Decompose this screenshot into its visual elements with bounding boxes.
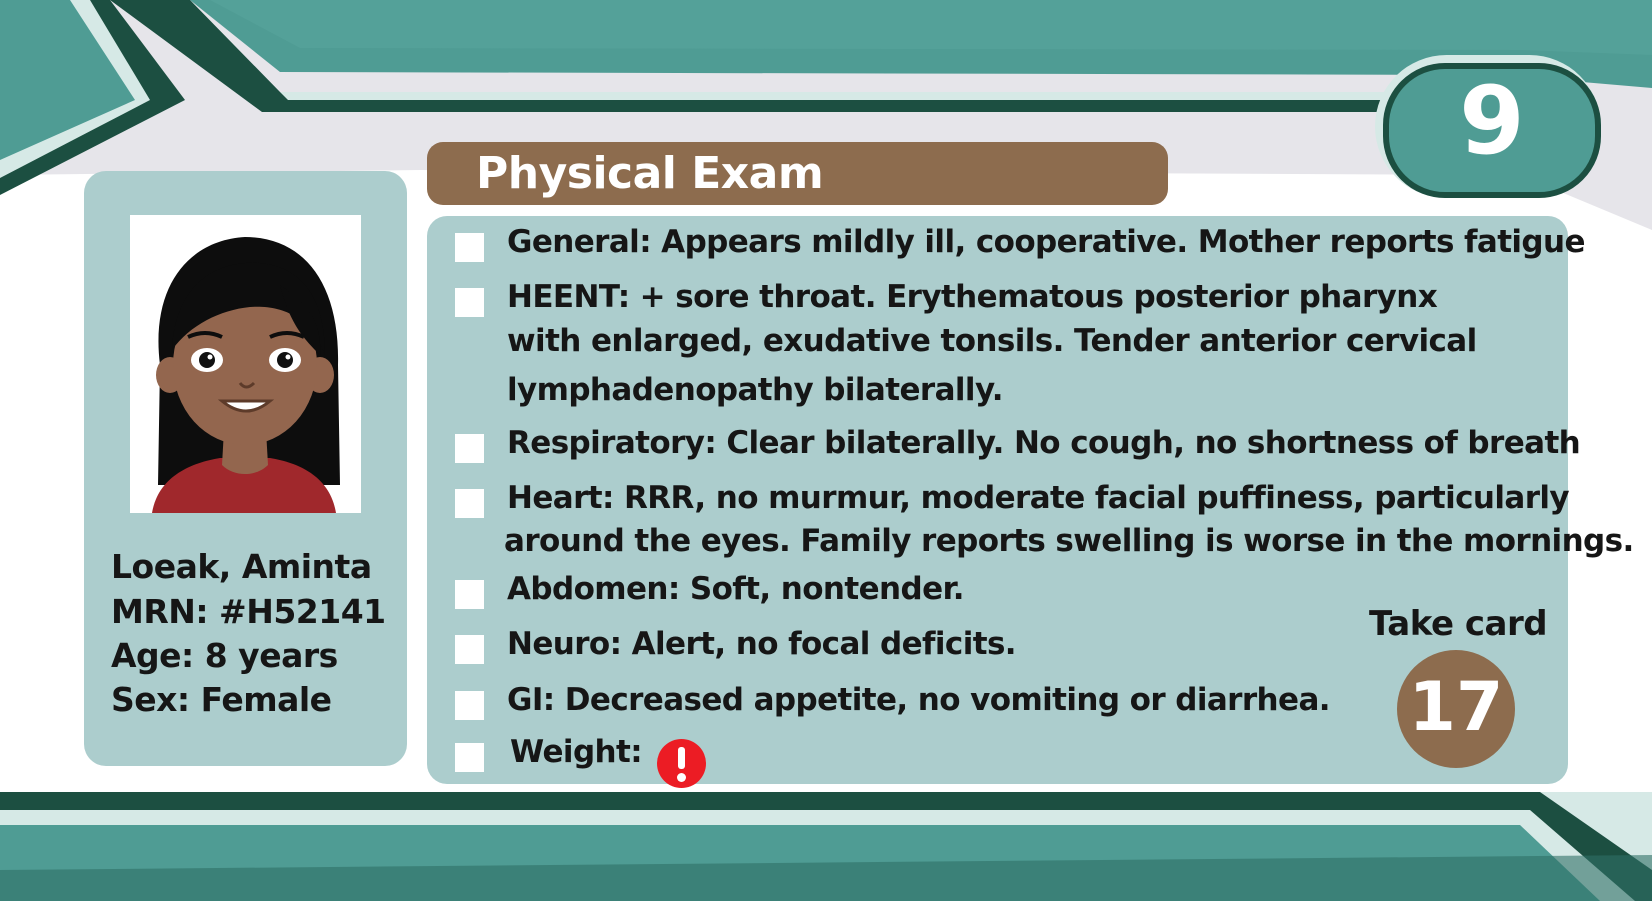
exam-general: General: Appears mildly ill, cooperative. Mother reports fatigue bbox=[507, 224, 1585, 260]
section-title-bar bbox=[427, 142, 1168, 205]
heart-checkbox[interactable] bbox=[455, 489, 484, 518]
patient-mrn: MRN: #H52141 bbox=[111, 592, 386, 631]
neuro-checkbox[interactable] bbox=[455, 635, 484, 664]
exam-heart-line1: Heart: RRR, no murmur, moderate facial puffiness, particularly bbox=[507, 480, 1570, 516]
general-checkbox[interactable] bbox=[455, 233, 484, 262]
gi-checkbox[interactable] bbox=[455, 691, 484, 720]
physical-exam-panel bbox=[427, 216, 1634, 784]
exam-heent-line1: HEENT: + sore throat. Erythematous posterior pharynx bbox=[507, 279, 1438, 315]
take-card-label: Take card bbox=[1369, 604, 1548, 644]
exam-heent-line2: with enlarged, exudative tonsils. Tender anterior cervical bbox=[507, 323, 1477, 359]
take-card-number: 17 bbox=[1408, 668, 1504, 747]
take-card-badge[interactable] bbox=[1397, 650, 1515, 768]
exam-gi: GI: Decreased appetite, no vomiting or diarrhea. bbox=[507, 682, 1330, 718]
patient-age: Age: 8 years bbox=[111, 636, 338, 675]
patient-sex: Sex: Female bbox=[111, 680, 332, 719]
heent-checkbox[interactable] bbox=[455, 288, 484, 317]
section-title: Physical Exam bbox=[476, 148, 824, 199]
patient-panel bbox=[84, 171, 407, 766]
abdomen-checkbox[interactable] bbox=[455, 580, 484, 609]
exam-weight: Weight: bbox=[510, 734, 643, 770]
exclamation-alert-icon[interactable] bbox=[657, 739, 706, 788]
patient-avatar bbox=[130, 215, 361, 513]
weight-checkbox[interactable] bbox=[455, 743, 484, 772]
card-number-badge bbox=[1375, 55, 1601, 198]
card-number: 9 bbox=[1459, 67, 1525, 176]
exam-respiratory: Respiratory: Clear bilaterally. No cough, no shortness of breath bbox=[507, 425, 1581, 461]
exam-heent-line3: lymphadenopathy bilaterally. bbox=[507, 372, 1003, 408]
exam-heart-line2: around the eyes. Family reports swelling is worse in the mornings. bbox=[504, 523, 1634, 559]
exam-abdomen: Abdomen: Soft, nontender. bbox=[507, 571, 964, 607]
patient-name: Loeak, Aminta bbox=[111, 547, 372, 586]
respiratory-checkbox[interactable] bbox=[455, 434, 484, 463]
exam-neuro: Neuro: Alert, no focal deficits. bbox=[507, 626, 1016, 662]
